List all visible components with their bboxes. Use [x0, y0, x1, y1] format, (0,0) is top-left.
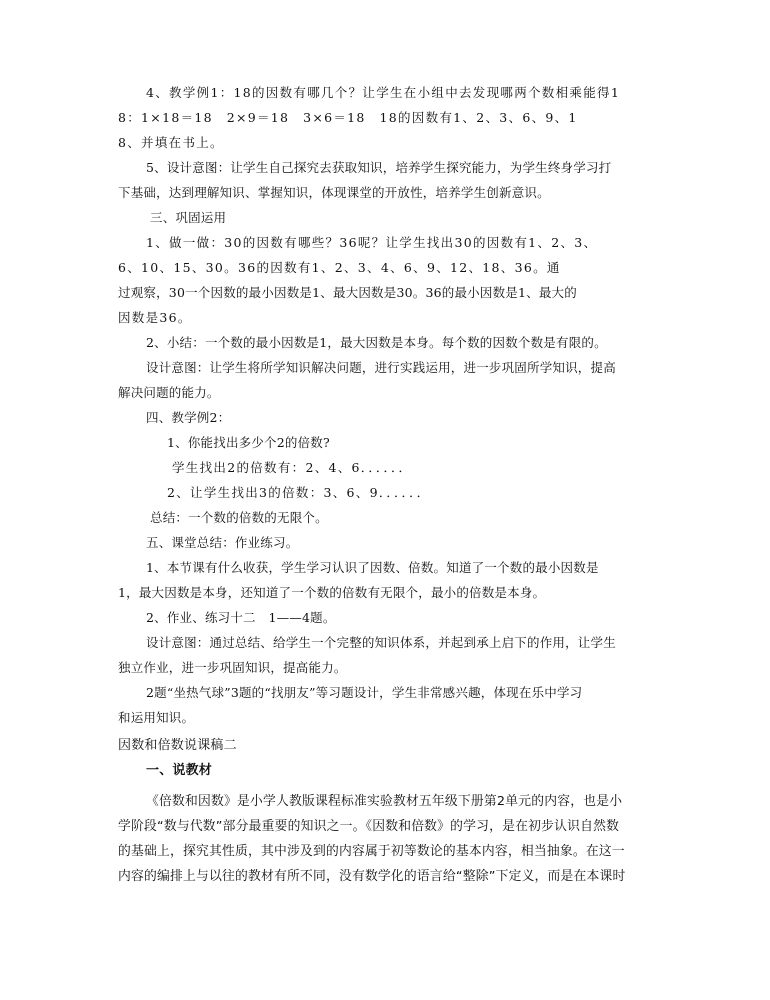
paragraph-line: 总结：一个数的倍数的无限个。	[150, 510, 328, 525]
paragraph-line: 1、做一做：30的因数有哪些？36呢？让学生找出30的因数有1、2、3、	[146, 235, 598, 250]
paragraph-line: 学阶段“数与代数”部分最重要的知识之一。《因数和倍数》的学习，是在初步认识自然数	[118, 819, 620, 834]
paragraph-line: 和运用知识。	[118, 710, 195, 725]
paragraph-line: 2、让学生找出3的倍数：3、6、9．．．．．．	[167, 485, 431, 500]
paragraph-line: 8、并填在书上。	[118, 135, 224, 150]
paragraph-line: 1，最大因数是本身，还知道了一个数的倍数有无限个，最小的倍数是本身。	[118, 585, 546, 600]
paragraph-line: 5、设计意图：让学生自己探究去获取知识，培养学生探究能力，为学生终身学习打	[146, 160, 612, 175]
paragraph-line: 4、教学例1：18的因数有哪几个？让学生在小组中去发现哪两个数相乘能得1	[146, 85, 621, 100]
paragraph-line: 下基础，达到理解知识、掌握知识，体现课堂的开放性，培养学生创新意识。	[118, 185, 550, 200]
paragraph-line: 因数是36。	[118, 310, 192, 325]
paragraph-line: 1、本节课有什么收获，学生学习认识了因数、倍数。知道了一个数的最小因数是	[146, 560, 599, 575]
paragraph-line: 内容的编排上与以往的教材有所不同，没有数学化的语言给“整除”下定义，而是在本课时	[118, 869, 626, 884]
section-heading: 四、教学例2：	[146, 410, 231, 425]
paragraph-line: 学生找出2的倍数有：2、4、6．．．．．．	[172, 460, 413, 475]
paragraph-line: 独立作业，进一步巩固知识，提高能力。	[118, 660, 347, 675]
paragraph-line: 8：1×18＝18 2×9＝18 3×6＝18 18的因数有1、2、3、6、9、1	[118, 110, 578, 125]
paragraph-line: 解决问题的能力。	[118, 385, 220, 400]
paragraph-line: 2题“坐热气球”3题的“找朋友”等习题设计，学生非常感兴趣，体现在乐中学习	[146, 685, 583, 700]
paragraph-line: 《倍数和因数》是小学人教版课程标准实验教材五年级下册第2单元的内容，也是小	[146, 794, 623, 809]
paragraph-line: 1、你能找出多少个2的倍数?	[167, 435, 330, 450]
paragraph-line: 的基础上，探究其性质，其中涉及到的内容属于初等数论的基本内容，相当抽象。在这一	[118, 844, 625, 859]
section-heading: 一、说教材	[146, 763, 213, 778]
document-subtitle: 因数和倍数说课稿二	[118, 738, 237, 753]
paragraph-line: 6、10、15、30。36的因数有1、2、3、4、6、9、12、18、36。通	[118, 260, 561, 275]
paragraph-line: 2、作业、练习十二 1——4题。	[146, 610, 336, 625]
paragraph-line: 设计意图：让学生将所学知识解决问题，进行实践运用，进一步巩固所学知识，提高	[146, 360, 616, 375]
paragraph-line: 设计意图：通过总结、给学生一个完整的知识体系，并起到承上启下的作用，让学生	[146, 635, 616, 650]
paragraph-line: 过观察，30一个因数的最小因数是1、最大因数是30。36的最小因数是1、最大的	[118, 285, 577, 300]
section-heading: 五、课堂总结：作业练习。	[146, 535, 299, 550]
paragraph-line: 2、小结：一个数的最小因数是1，最大因数是本身。每个数的因数个数是有限的。	[146, 335, 607, 350]
section-heading: 三、巩固运用	[150, 210, 227, 225]
